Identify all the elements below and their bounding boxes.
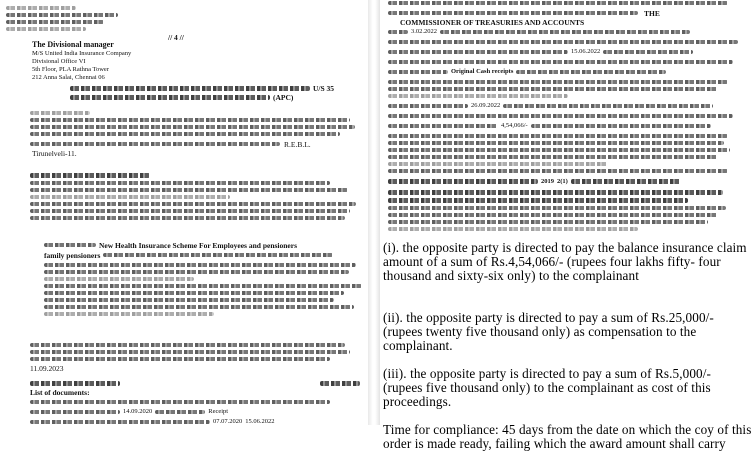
policy-mention: New Health Insurance Scheme For Employees and pensioners [99, 240, 297, 250]
left-top-address-lines [6, 3, 126, 34]
documents-list [30, 388, 365, 427]
recipient-line-4: 212 Anna Salai, Chennai 06 [32, 74, 105, 81]
reference-code: U/S 35 [313, 84, 335, 93]
header-title-1: THE [644, 8, 660, 18]
amount-mention: 4,54,066/- [501, 122, 528, 129]
section-ref-2: 2(1) [557, 177, 568, 185]
left-body-paragraph-2 [30, 170, 360, 223]
recipient-line-3: 5th Floor, PLA Rathna Tower [32, 66, 109, 73]
company-name: R.E.B.L. [284, 139, 311, 149]
order-date: 11.09.2023 [30, 364, 64, 373]
recipient-title: The Divisional manager [32, 40, 114, 49]
receipts-label: Original Cash receipts [451, 68, 514, 75]
right-document-page [380, 0, 755, 451]
page-gutter [368, 0, 380, 425]
recipient-line-1: M/S United India Insurance Company [32, 50, 132, 57]
section-ref: 2019 [541, 177, 554, 185]
place-name: Tirunelveli-11. [32, 149, 77, 158]
documents-heading: List of documents: [30, 388, 90, 397]
left-body-paragraph-1 [30, 108, 360, 158]
page-marker: // 4 // [168, 33, 184, 42]
order-item-1: (i). the opposite party is directed to pay the balance insurance claim amount of a sum of Rs.4,54,066/- (rupees four lakhs fifty- four thousand and sixty-six only) to the complainant [383, 240, 747, 284]
subject-heading [70, 84, 360, 102]
doc-date-3: 15.06.2022 [245, 418, 275, 425]
doc-date-2: 07.07.2020 [213, 418, 243, 425]
left-document-page [0, 0, 368, 425]
family-pensioners-label: family pensioners [44, 250, 101, 260]
doc-receipt: Receipt [208, 408, 229, 415]
compliance-text: Time for compliance: 45 days from the date on which the coy of this order is made ready, failing which the award amount shall carry [383, 422, 752, 451]
right-top-scan [388, 0, 748, 234]
recipient-line-2: Divisional Office VI [32, 58, 86, 65]
ref-date-2: 15.06.2022 [571, 48, 601, 55]
policy-line [44, 240, 364, 319]
reference-suffix: (APC) [273, 93, 294, 102]
ref-date-1: 3.02.2022 [411, 28, 437, 35]
doc-date-1: 14.09.2020 [123, 408, 153, 415]
ref-date-3: 26.09.2022 [471, 102, 501, 109]
order-item-2: (ii). the opposite party is directed to pay a sum of Rs.25,000/-(rupees twenty five thousand only) as compensation to the complainant. [383, 310, 714, 354]
order-item-3: (iii). the opposite party is directed to pay a sum of Rs.5,000/- (rupees five thousand only) to the complainant as cost of this proceedings. [383, 366, 711, 410]
recipient-block [32, 40, 212, 82]
left-closing-paragraph [30, 340, 360, 373]
header-title-2: COMMISSIONER OF TREASURIES AND ACCOUNTS [400, 18, 585, 27]
